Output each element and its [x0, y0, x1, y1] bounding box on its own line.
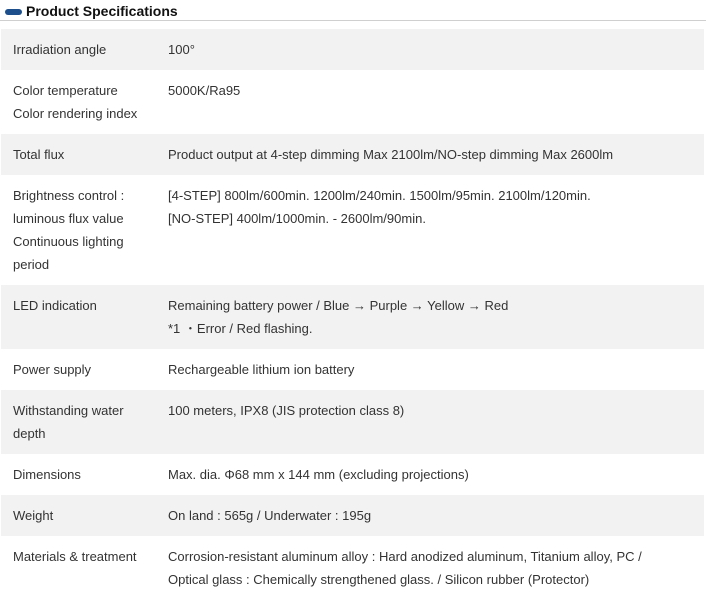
- spec-label-line: Weight: [13, 508, 54, 523]
- spec-label: [1, 390, 156, 454]
- section-title: Product Specifications: [26, 3, 178, 19]
- spec-label: [1, 134, 156, 175]
- spec-value-line: Optical glass : Chemically strengthened glass. / Silicon rubber (Protector): [168, 572, 590, 587]
- spec-label: [1, 349, 156, 390]
- spec-value-line: 100°: [168, 42, 195, 57]
- spec-value-line: 100 meters, IPX8 (JIS protection class 8): [168, 403, 405, 418]
- spec-value: [156, 349, 704, 390]
- spec-label: [1, 454, 156, 495]
- spec-value-line: *1 ・Error / Red flashing.: [168, 321, 313, 336]
- spec-value: [156, 175, 704, 285]
- spec-row-water-depth: [1, 390, 704, 454]
- spec-value: [156, 285, 704, 349]
- spec-value-line: 5000K/Ra95: [168, 83, 241, 98]
- spec-value: [156, 70, 704, 134]
- spec-label: [1, 285, 156, 349]
- spec-label-line: Irradiation angle: [13, 42, 107, 57]
- spec-value-line: On land : 565g / Underwater : 195g: [168, 508, 372, 523]
- spec-value: [156, 495, 704, 536]
- spec-label-line: depth: [13, 426, 46, 441]
- spec-label-line: Dimensions: [13, 467, 81, 482]
- spec-row-weight: [1, 495, 704, 536]
- spec-value: [156, 29, 704, 70]
- heading-marker: [5, 9, 22, 15]
- section-heading: [0, 0, 706, 22]
- spec-label-line: Total flux: [13, 147, 65, 162]
- spec-row-led-indication: [1, 285, 704, 349]
- spec-label-line: Continuous lighting: [13, 234, 124, 249]
- spec-label-line: luminous flux value: [13, 211, 124, 226]
- spec-label-line: Color temperature: [13, 83, 118, 98]
- spec-row-total-flux: [1, 134, 704, 175]
- spec-value: [156, 536, 704, 600]
- spec-label: [1, 175, 156, 285]
- spec-row-brightness-control: [1, 175, 704, 285]
- spec-table: [1, 29, 704, 600]
- spec-label: [1, 536, 156, 600]
- spec-value-line: Rechargeable lithium ion battery: [168, 362, 355, 377]
- spec-label: [1, 70, 156, 134]
- spec-label-line: Power supply: [13, 362, 92, 377]
- spec-label-line: Color rendering index: [13, 106, 138, 121]
- spec-row-color-temperature: [1, 70, 704, 134]
- spec-label-line: Brightness control :: [13, 188, 125, 203]
- spec-label: [1, 29, 156, 70]
- spec-row-materials: [1, 536, 704, 600]
- spec-label: [1, 495, 156, 536]
- spec-label-line: period: [13, 257, 50, 272]
- spec-value-line: [4-STEP] 800lm/600min. 1200lm/240min. 1500lm/95min. 2100lm/120min.: [168, 188, 591, 203]
- spec-label-line: LED indication: [13, 298, 97, 313]
- spec-value-line: [NO-STEP] 400lm/1000min. - 2600lm/90min.: [168, 211, 426, 226]
- spec-row-power-supply: [1, 349, 704, 390]
- spec-value: [156, 134, 704, 175]
- spec-value: [156, 454, 704, 495]
- spec-value-line: Max. dia. Φ68 mm x 144 mm (excluding projections): [168, 467, 469, 482]
- spec-label-line: Withstanding water: [13, 403, 124, 418]
- heading-rule: [0, 20, 706, 21]
- spec-value: [156, 390, 704, 454]
- spec-label-line: Materials & treatment: [13, 549, 137, 564]
- spec-value-line: Corrosion-resistant aluminum alloy : Hard anodized aluminum, Titanium alloy, PC /: [168, 549, 642, 564]
- spec-row-dimensions: [1, 454, 704, 495]
- spec-row-irradiation-angle: [1, 29, 704, 70]
- spec-value-line: Remaining battery power / Blue → Purple → Yellow → Red: [168, 298, 509, 313]
- spec-value-line: Product output at 4-step dimming Max 2100lm/NO-step dimming Max 2600lm: [168, 147, 614, 162]
